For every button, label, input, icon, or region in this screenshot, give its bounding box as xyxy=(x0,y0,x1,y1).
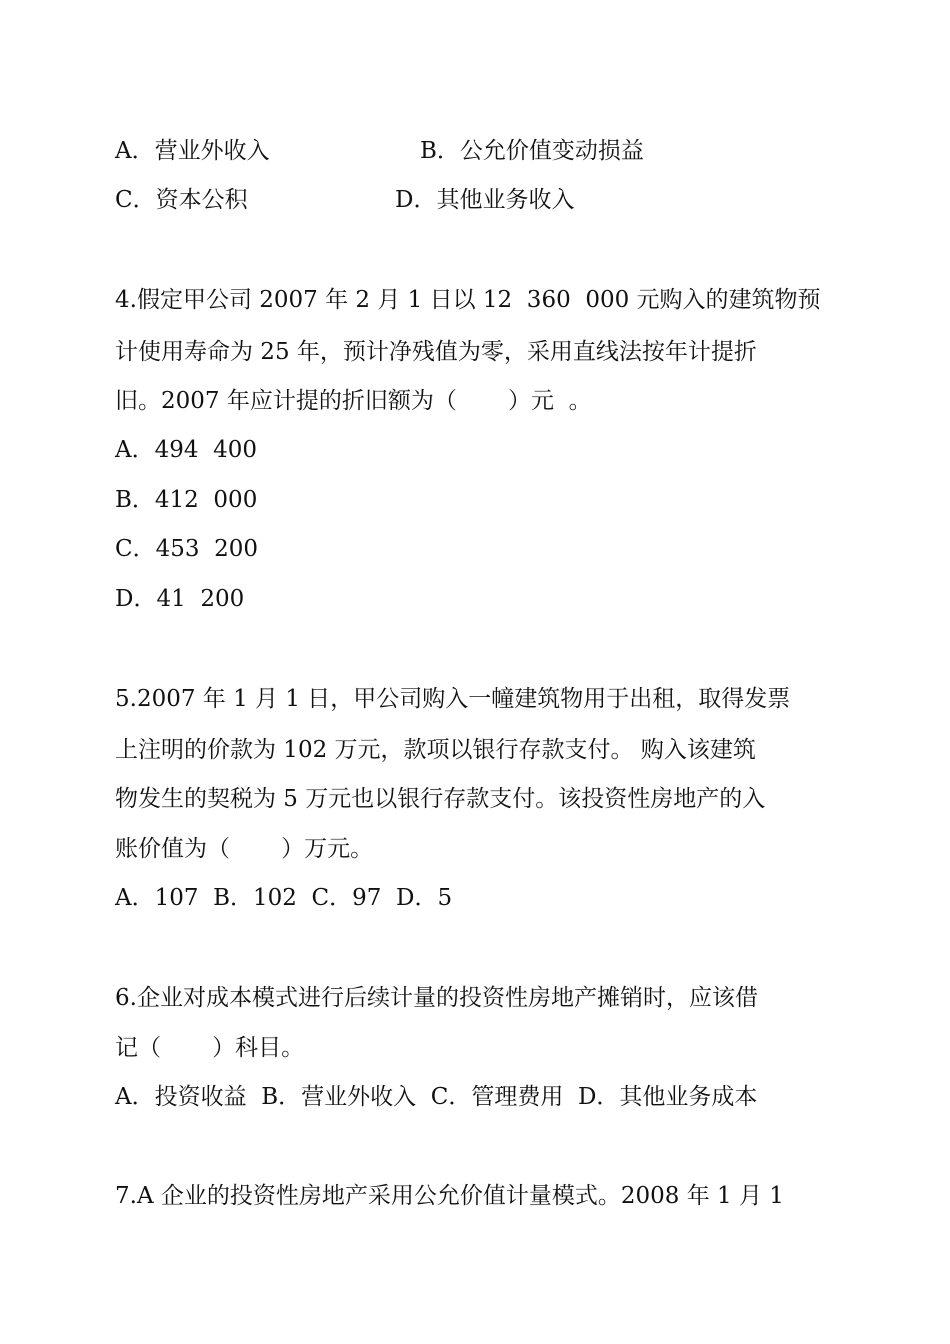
q3-option-a: A．营业外收入 xyxy=(115,138,270,164)
q4-option-c: C．453 200 xyxy=(115,536,259,562)
q4-text-line-1: 4.假定甲公司 2007 年 2 月 1 日以 12 360 000 元购入的建筑物预 xyxy=(115,287,821,313)
q3-option-d: D．其他业务收入 xyxy=(395,187,575,213)
q5-text-line-4: 账价值为（ ）万元。 xyxy=(115,836,374,862)
q3-option-c: C．资本公积 xyxy=(115,187,248,213)
q6-text-line-1: 6.企业对成本模式进行后续计量的投资性房地产摊销时，应该借 xyxy=(115,985,758,1011)
q6-options: A．投资收益 B．营业外收入 C．管理费用 D．其他业务成本 xyxy=(115,1084,758,1110)
q4-option-a: A．494 400 xyxy=(115,437,258,463)
q3-option-b: B．公允价值变动损益 xyxy=(420,138,644,164)
q4-option-d: D．41 200 xyxy=(115,586,245,612)
q4-text-line-3: 旧。2007 年应计提的折旧额为（ ）元 。 xyxy=(115,388,592,414)
q5-options: A．107 B．102 C．97 D．5 xyxy=(115,885,453,911)
q5-text-line-3: 物发生的契税为 5 万元也以银行存款支付。该投资性房地产的入 xyxy=(115,786,766,812)
q5-text-line-1: 5.2007 年 1 月 1 日，甲公司购入一幢建筑物用于出租，取得发票 xyxy=(115,686,791,712)
q7-text-line-1: 7.A 企业的投资性房地产采用公允价值计量模式。2008 年 1 月 1 xyxy=(115,1183,784,1209)
q6-text-line-2: 记（ ）科目。 xyxy=(115,1035,305,1061)
q4-option-b: B．412 000 xyxy=(115,487,258,513)
q4-text-line-2: 计使用寿命为 25 年，预计净残值为零，采用直线法按年计提折 xyxy=(115,339,757,365)
q5-text-line-2: 上注明的价款为 102 万元，款项以银行存款支付。 购入该建筑 xyxy=(115,737,756,763)
